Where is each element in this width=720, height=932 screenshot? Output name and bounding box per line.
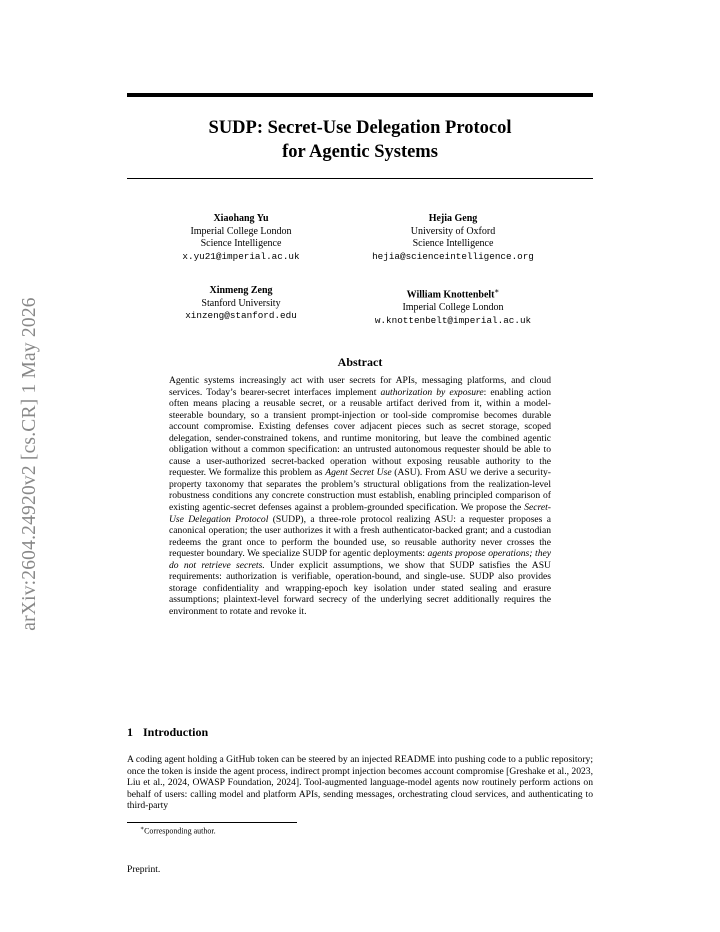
footnote	[140, 825, 216, 836]
footnote-text: Corresponding author.	[144, 826, 216, 836]
author-organization: Science Intelligence	[412, 238, 494, 250]
author-name: Xiaohang Yu	[213, 213, 269, 224]
title-line-1: SUDP: Secret-Use Delegation Protocol	[208, 118, 512, 138]
arxiv-side-stamp	[14, 262, 46, 666]
author-email: hejia@scienceintelligence.org	[372, 250, 534, 262]
abstract-emphasis: authorization by exposure	[380, 386, 484, 398]
author-affiliation: University of Oxford	[410, 225, 496, 237]
section-heading	[127, 725, 208, 740]
section-title: Introduction	[143, 725, 209, 739]
arxiv-identifier: arXiv:2604.24920v2 [cs.CR] 1 May 2026	[19, 297, 40, 631]
abstract-part: Under explicit assumptions, we show that SUDP satisfies the ASU requirements: authorization is verifiable, operation-bound, and single-use. SUDP also provides storage confidentiality and wrapping-epoch key isolation under stated sealing and erasure assumptions; plaintext-level forward secrecy of the underlying secret additionally requires the environment to rotate and revoke it.	[169, 559, 551, 617]
author-name: Hejia Geng	[428, 213, 478, 224]
author-affiliation: Imperial College London	[402, 301, 504, 313]
author-email: w.knottenbelt@imperial.ac.uk	[374, 314, 532, 326]
abstract-heading: Abstract	[337, 355, 383, 369]
abstract-part: : enabling action often means placing a reusable secret, or a reusable artifact derived from it, within a model-steerable boundary, so a transient prompt-injection or tool-side compromise becomes durable account compromise. Existing defenses cover adjacent pieces such as secret storage, scoped delegation, sender-constrained tokens, and runtime monitoring, but leave the combined agentic obligation without a common specification: an untrusted autonomous requester should be able to cause a user-authorized secret-backed operation without exposing reusable authority to the requester. We formalize this problem as	[169, 386, 551, 479]
title-top-rule	[127, 93, 593, 97]
author-email: xinzeng@stanford.edu	[185, 310, 297, 322]
title-line-2: for Agentic Systems	[282, 142, 438, 162]
author-block	[121, 213, 361, 263]
author-email: x.yu21@imperial.ac.uk	[182, 250, 300, 262]
paper-title	[127, 116, 593, 164]
intro-paragraph: A coding agent holding a GitHub token can be steered by an injected README into pushing code to a public repository; once the token is inside the agent process, indirect prompt injection becomes account compromise [Greshake et al., 2023, Liu et al., 2024, OWASP Foundation, 2024]. Tool-augmented language-model agents now routinely perform actions on behalf of users: calling model and platform APIs, sending messages, orchestrating cloud services, and authenticating to third-party	[127, 754, 593, 812]
abstract-emphasis: Agent Secret Use	[325, 467, 392, 479]
author-name: Xinmeng Zeng	[209, 285, 273, 296]
author-block	[333, 213, 573, 263]
footnote-mark: ∗	[140, 826, 145, 832]
author-name: William Knottenbelt	[406, 289, 495, 301]
footnote-rule	[127, 822, 297, 823]
author-affiliation: Imperial College London	[190, 225, 292, 237]
abstract-emphasis: agents propose operations; they do not retrieve secrets.	[169, 548, 552, 571]
corresponding-mark: ∗	[494, 287, 500, 295]
title-bottom-rule	[127, 178, 593, 179]
preprint-label: Preprint.	[127, 864, 161, 875]
abstract-emphasis: Secret-Use Delegation Protocol	[169, 502, 551, 525]
abstract-text	[169, 375, 551, 617]
abstract-part: (ASU). From ASU we derive a security-property taxonomy that separates the problem’s structural obligations from the realization-level robustness conditions any concrete construction must establish, enabling principled comparison of existing agentic-secret defenses against a problem-grounded specification. We propose the	[169, 467, 551, 514]
author-block	[333, 285, 573, 327]
abstract-part: Agentic systems increasingly act with user secrets for APIs, messaging platforms, and cloud services. Today’s bearer-secret interfaces implement	[169, 375, 551, 398]
author-name-line	[333, 285, 573, 302]
abstract-part: (SUDP), a three-role protocol realizing ASU: a requester proposes a canonical operation; the user authorizes it with a fresh authenticator-backed grant; and a custodian redeems the grant once to perform the bounded use, so reusable authority never crosses the requester boundary. We specialize SUDP for agentic deployments:	[169, 513, 551, 560]
author-block	[121, 285, 361, 323]
section-number: 1	[127, 725, 133, 739]
author-organization: Science Intelligence	[200, 238, 282, 250]
author-affiliation: Stanford University	[201, 297, 281, 309]
